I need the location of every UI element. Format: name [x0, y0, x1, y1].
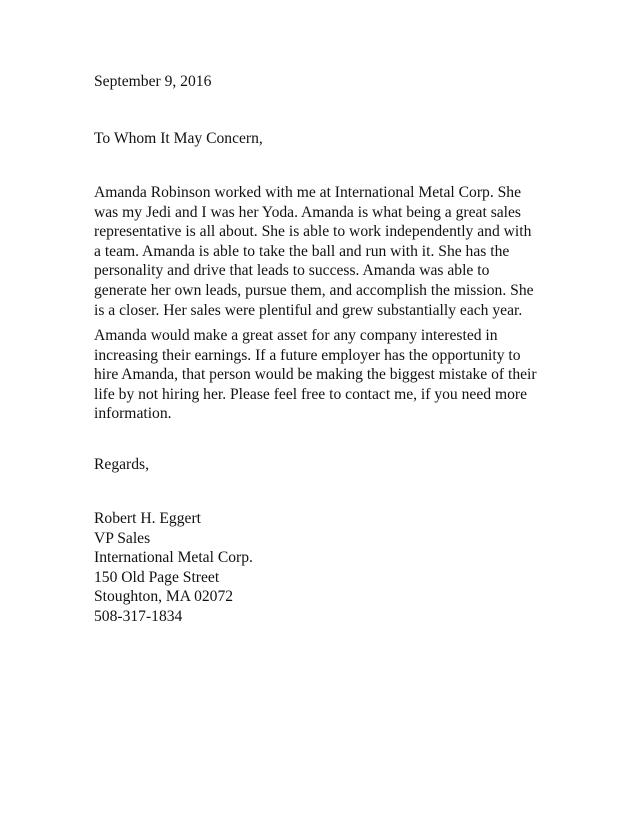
paragraph-line: personality and drive that leads to success. Amanda was able to [94, 262, 490, 280]
paragraph-line: hire Amanda, that person would be making the biggest mistake of their [94, 366, 537, 384]
signer-company: International Metal Corp. [94, 549, 253, 567]
signer-street: 150 Old Page Street [94, 568, 220, 586]
paragraph-line: Amanda would make a great asset for any company interested in [94, 327, 498, 344]
signer-name: Robert H. Eggert [94, 510, 201, 527]
paragraph-line: is a closer. Her sales were plentiful and grew substantially each year. [94, 301, 523, 319]
paragraph-line: a team. Amanda is able to take the ball and run with it. She has the [94, 242, 510, 260]
paragraph-line: generate her own leads, pursue them, and accomplish the mission. She [94, 281, 534, 299]
paragraph-line: information. [94, 405, 172, 423]
letter-closing: Regards, [94, 456, 149, 473]
signer-title: VP Sales [94, 529, 151, 547]
paragraph-line: life by not hiring her. Please feel free to contact me, if you need more [94, 385, 528, 403]
paragraph-line: Amanda Robinson worked with me at International Metal Corp. She [94, 184, 522, 201]
body-paragraph-1 [94, 183, 546, 320]
letter-salutation: To Whom It May Concern, [94, 130, 263, 147]
signer-city-state-zip: Stoughton, MA 02072 [94, 588, 234, 606]
signature-block [94, 509, 546, 627]
signer-phone: 508-317-1834 [94, 607, 183, 625]
body-paragraph-2 [94, 326, 546, 424]
paragraph-line: representative is all about. She is able to work independently and with [94, 223, 532, 241]
letter-date: September 9, 2016 [94, 73, 212, 90]
paragraph-line: increasing their earnings. If a future employer has the opportunity to [94, 346, 521, 364]
paragraph-line: was my Jedi and I was her Yoda. Amanda is what being a great sales [94, 203, 521, 221]
